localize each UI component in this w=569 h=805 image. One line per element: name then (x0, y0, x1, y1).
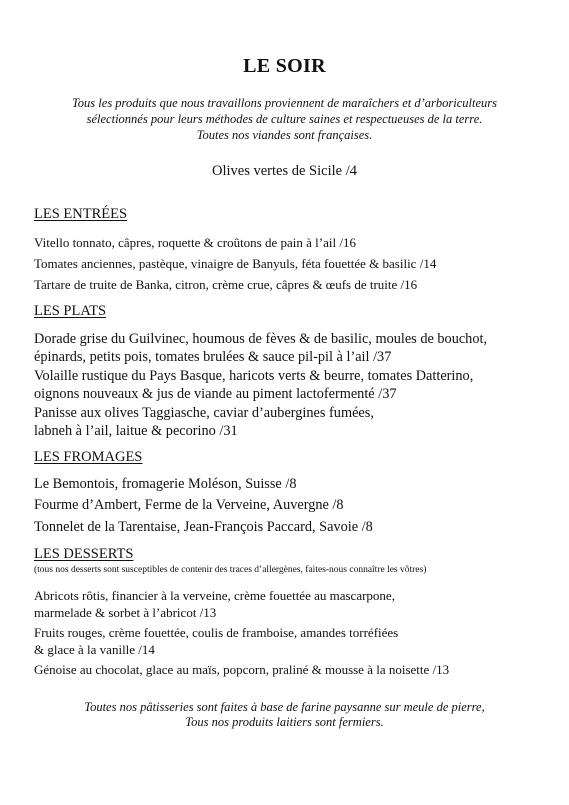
section-heading-plats: LES PLATS (34, 303, 107, 319)
menu-item (34, 587, 395, 621)
menu-item (34, 661, 449, 678)
footer-note (40, 700, 529, 730)
olives-item: Olives vertes de Sicile /4 (212, 163, 357, 179)
menu-item (34, 367, 473, 403)
menu-item-line: Panisse aux olives Taggiasche, caviar d’aubergines fumées, (34, 405, 374, 421)
menu-item-line: marmelade & sorbet à l’abricot /13 (34, 605, 217, 620)
menu-item-line: oignons nouveaux & jus de viande au piment lactofermenté /37 (34, 386, 397, 402)
menu-item-line: Abricots rôtis, financier à la verveine, crème fouettée au mascarpone, (34, 588, 395, 603)
menu-item-line: Le Bemontois, fromagerie Moléson, Suisse /8 (34, 476, 297, 492)
intro-line: sélectionnés pour leurs méthodes de culture saines et respectueuses de la terre. (86, 112, 483, 126)
menu-item-line: Vitello tonnato, câpres, roquette & croûtons de pain à l’ail /16 (34, 235, 356, 250)
menu-item-line: épinards, petits pois, tomates brulées & sauce pil-pil à l’ail /37 (34, 349, 392, 365)
footer-line: Toutes nos pâtisseries sont faites à base de farine paysanne sur meule de pierre, (84, 700, 485, 714)
menu-item (34, 276, 417, 293)
intro-line: Toutes nos viandes sont françaises. (196, 128, 373, 142)
intro-text (40, 95, 529, 143)
menu-item (34, 475, 296, 493)
menu-item-line: Tomates anciennes, pastèque, vinaigre de Banyuls, féta fouettée & basilic /14 (34, 256, 437, 271)
menu-item-line: labneh à l’ail, laitue & pecorino /31 (34, 423, 238, 439)
menu-item-line: Volaille rustique du Pays Basque, haricots verts & beurre, tomates Datterino, (34, 368, 474, 384)
footer-line: Tous nos produits laitiers sont fermiers. (185, 715, 384, 729)
section-heading-entrees: LES ENTRÉES (34, 206, 128, 222)
menu-item-line: Fourme d’Ambert, Ferme de la Verveine, Auvergne /8 (34, 497, 344, 513)
menu-item (34, 330, 487, 366)
menu-item-line: Dorade grise du Guilvinec, houmous de fèves & de basilic, moules de bouchot, (34, 331, 488, 347)
menu-item-line: Tartare de truite de Banka, citron, crème crue, câpres & œufs de truite /16 (34, 277, 418, 292)
menu-item-line: Génoise au chocolat, glace au maïs, popcorn, praliné & mousse à la noisette /13 (34, 662, 450, 677)
menu-item (34, 496, 344, 514)
menu-item (34, 404, 374, 440)
menu-item (34, 624, 398, 658)
menu-item (34, 234, 356, 251)
menu-item-line: Fruits rouges, crème fouettée, coulis de framboise, amandes torréfiées (34, 625, 399, 640)
menu-item (34, 518, 373, 536)
menu-item-line: & glace à la vanille /14 (34, 642, 155, 657)
menu-title: LE SOIR (243, 55, 326, 77)
allergen-note: (tous nos desserts sont susceptibles de contenir des traces d’allergènes, faites-nous connaître les vôtres) (34, 565, 427, 575)
menu-item-line: Tonnelet de la Tarentaise, Jean-François Paccard, Savoie /8 (34, 519, 373, 535)
menu-item (34, 255, 436, 272)
section-heading-fromages: LES FROMAGES (34, 449, 143, 465)
section-heading-desserts: LES DESSERTS (34, 546, 134, 562)
intro-line: Tous les produits que nous travaillons proviennent de maraîchers et d’arboriculteurs (72, 96, 497, 110)
